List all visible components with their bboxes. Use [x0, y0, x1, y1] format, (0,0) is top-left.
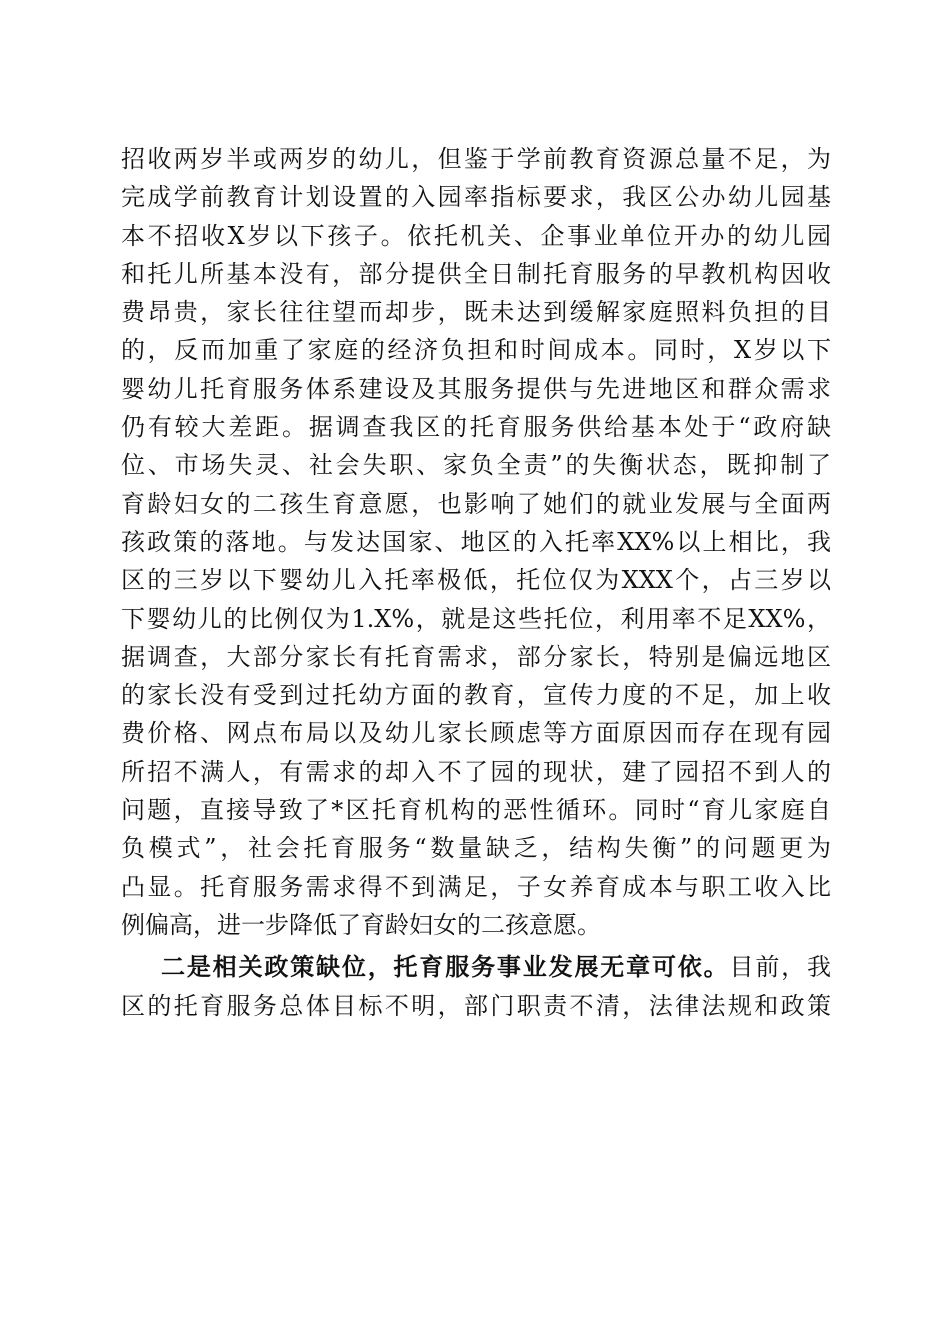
text-line: 完成学前教育计划设置的入园率指标要求，我区公办幼儿园基	[121, 183, 831, 212]
text-line: 所招不满人，有需求的却入不了园的现状，建了园招不到人的	[121, 757, 831, 786]
text-span: 目前，我	[729, 953, 832, 982]
text-line: 育龄妇女的二孩生育意愿，也影响了她们的就业发展与全面两	[121, 489, 831, 518]
text-line: 据调查，大部分家长有托育需求，部分家长，特别是偏远地区	[121, 642, 831, 671]
text-line: 区的托育服务总体目标不明，部门职责不清，法律法规和政策	[121, 991, 831, 1020]
text-line: 问题，直接导致了*区托育机构的恶性循环。同时“育儿家庭自	[121, 796, 831, 825]
body-text	[121, 140, 831, 1025]
section-heading: 二是相关政策缺位，托育服务事业发展无章可依。	[161, 952, 730, 982]
text-line: 凸显。托育服务需求得不到满足，子女养育成本与职工收入比	[121, 872, 831, 901]
text-line: 婴幼儿托育服务体系建设及其服务提供与先进地区和群众需求	[121, 374, 831, 403]
text-line: 负模式”，社会托育服务“数量缺乏，结构失衡”的问题更为	[121, 834, 831, 863]
text-line: 本不招收X岁以下孩子。依托机关、企事业单位开办的幼儿园	[121, 221, 831, 250]
paragraph-1	[121, 140, 831, 944]
text-line: 费昂贵，家长往往望而却步，既未达到缓解家庭照料负担的目	[121, 298, 831, 327]
paragraph-2	[121, 948, 831, 1025]
text-line: 费价格、网点布局以及幼儿家长顾虑等方面原因而存在现有园	[121, 719, 831, 748]
text-line: 的家长没有受到过托幼方面的教育，宣传力度的不足，加上收	[121, 681, 831, 710]
text-line: 位、市场失灵、社会失职、家负全责”的失衡状态，既抑制了	[121, 451, 831, 480]
text-line: 仍有较大差距。据调查我区的托育服务供给基本处于“政府缺	[121, 413, 831, 442]
text-line: 孩政策的落地。与发达国家、地区的入托率XX%以上相比，我	[121, 527, 831, 556]
text-line: 的，反而加重了家庭的经济负担和时间成本。同时，X岁以下	[121, 336, 831, 365]
paragraph-2-first-line	[121, 948, 831, 986]
text-line: 区的三岁以下婴幼儿入托率极低，托位仅为XXX个，占三岁以	[121, 566, 831, 595]
text-line: 例偏高，进一步降低了育龄妇女的二孩意愿。	[121, 910, 601, 939]
text-line: 招收两岁半或两岁的幼儿，但鉴于学前教育资源总量不足，为	[121, 145, 831, 173]
text-line: 和托儿所基本没有，部分提供全日制托育服务的早教机构因收	[121, 259, 831, 288]
text-line: 下婴幼儿的比例仅为1.X%，就是这些托位，利用率不足XX%，	[121, 604, 831, 633]
